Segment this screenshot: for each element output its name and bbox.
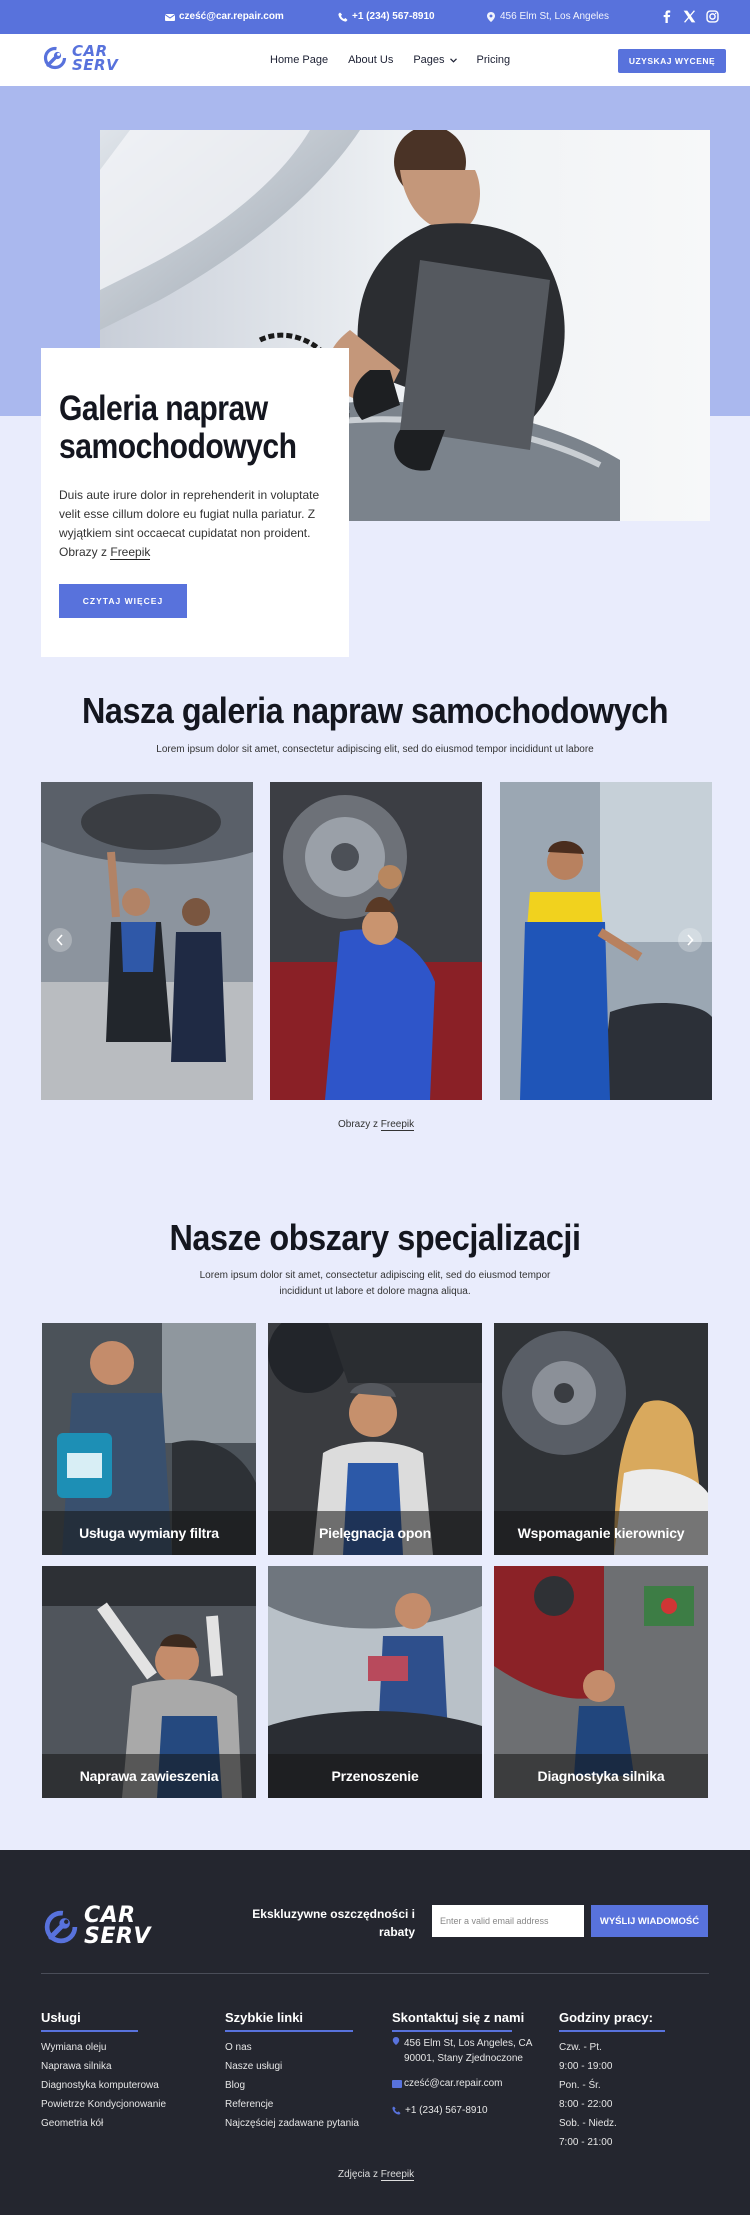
topbar-phone-text: +1 (234) 567-8910 xyxy=(352,11,435,22)
hero-credit-prefix: Obrazy z xyxy=(59,545,108,559)
nav-links xyxy=(270,54,510,66)
services-link[interactable]: Diagnostyka komputerowa xyxy=(41,2080,159,2091)
heading-underline xyxy=(559,2030,665,2032)
x-twitter-icon[interactable] xyxy=(682,9,697,24)
gallery-next-arrow[interactable] xyxy=(678,928,702,952)
services-link[interactable]: Naprawa silnika xyxy=(41,2061,112,2072)
services-link[interactable]: Powietrze Kondycjonowanie xyxy=(41,2099,167,2110)
quick-link[interactable]: Blog xyxy=(225,2080,246,2091)
quick-link[interactable]: Referencje xyxy=(225,2099,274,2110)
services-list xyxy=(41,2038,166,2133)
quick-links-list xyxy=(225,2038,359,2133)
nav-pages-label: Pages xyxy=(413,54,445,66)
specializations-subtitle-line-1: Lorem ipsum dolor sit amet, consectetur adipiscing elit, sed do eiusmod tempor xyxy=(199,1270,551,1281)
quick-link[interactable]: O nas xyxy=(225,2042,252,2053)
contact-email[interactable] xyxy=(392,2074,503,2093)
heading-underline xyxy=(41,2030,138,2032)
chevron-down-icon xyxy=(450,58,457,63)
specializations-title: Nasze obszary specjalizacji xyxy=(169,1217,581,1258)
read-more-button[interactable]: CZYTAJ WIĘCEJ xyxy=(59,584,187,618)
hours-row: Czw. - Pt. xyxy=(559,2042,602,2053)
service-caption: Usługa wymiany filtra xyxy=(42,1511,256,1555)
newsletter-email-input[interactable]: Enter a valid email address xyxy=(432,1905,584,1937)
nav-home[interactable]: Home Page xyxy=(270,54,329,66)
get-quote-button[interactable]: UZYSKAJ WYCENĘ xyxy=(618,49,726,73)
nav-pages[interactable] xyxy=(413,54,456,66)
instagram-icon[interactable] xyxy=(705,9,720,24)
hero-credit-link[interactable]: Freepik xyxy=(110,545,151,559)
footer-divider xyxy=(41,1973,709,1974)
contact-address-line-2: 90001, Stany Zjednoczone xyxy=(404,2053,523,2064)
services-link[interactable]: Geometria kół xyxy=(41,2118,104,2129)
gallery-image[interactable] xyxy=(270,782,482,1100)
hero-card xyxy=(41,348,349,657)
hours-row: Sob. - Niedz. xyxy=(559,2118,617,2129)
footer-logo-text xyxy=(84,1903,151,1949)
nav-pricing[interactable]: Pricing xyxy=(476,54,511,66)
facebook-icon[interactable] xyxy=(659,9,674,24)
contact-address-line-1: 456 Elm St, Los Angeles, CA xyxy=(404,2038,533,2049)
topbar-address-text: 456 Elm St, Los Angeles xyxy=(500,11,609,22)
hero-title: Galeria napraw samochodowych xyxy=(59,389,297,466)
service-tile[interactable] xyxy=(494,1566,708,1798)
topbar-email[interactable] xyxy=(165,11,284,22)
main-navbar xyxy=(0,34,750,86)
footer-logo-line-2: SERV xyxy=(84,1923,151,1949)
gallery-prev-arrow[interactable] xyxy=(48,928,72,952)
service-caption: Diagnostyka silnika xyxy=(494,1754,708,1798)
logo-text xyxy=(72,44,118,73)
service-tile[interactable] xyxy=(42,1566,256,1798)
contact-email-text: cześć@car.repair.com xyxy=(404,2078,503,2089)
service-tile[interactable] xyxy=(268,1566,482,1798)
logo[interactable] xyxy=(42,44,118,73)
topbar-address xyxy=(486,11,609,22)
newsletter-heading-line-1: Ekskluzywne oszczędności i xyxy=(252,1907,415,1921)
gallery-credit-prefix: Obrazy z xyxy=(338,1119,379,1130)
hours-row: 9:00 - 19:00 xyxy=(559,2061,613,2072)
envelope-icon xyxy=(165,12,175,22)
service-tile[interactable] xyxy=(494,1323,708,1555)
send-message-button[interactable]: WYŚLIJ WIADOMOŚĆ xyxy=(591,1905,708,1937)
top-bar xyxy=(0,0,750,34)
service-caption: Naprawa zawieszenia xyxy=(42,1754,256,1798)
logo-line-2: SERV xyxy=(72,56,119,75)
location-pin-icon xyxy=(486,12,496,22)
contact-heading: Skontaktuj się z nami xyxy=(392,2010,525,2025)
chevron-left-icon xyxy=(56,934,64,946)
footer-logo[interactable] xyxy=(42,1903,151,1949)
heading-underline xyxy=(392,2030,512,2032)
chevron-right-icon xyxy=(686,934,694,946)
contact-phone[interactable] xyxy=(392,2101,488,2120)
topbar-email-text: cześć@car.repair.com xyxy=(179,11,284,22)
hours-row: 7:00 - 21:00 xyxy=(559,2137,613,2148)
quick-link[interactable]: Nasze usługi xyxy=(225,2061,283,2072)
footer-credit xyxy=(338,2169,414,2180)
hours-heading: Godziny pracy: xyxy=(559,2010,653,2025)
service-caption: Pielęgnacja opon xyxy=(268,1511,482,1555)
envelope-icon xyxy=(392,2080,402,2088)
service-caption: Przenoszenie xyxy=(268,1754,482,1798)
gallery-subtitle: Lorem ipsum dolor sit amet, consectetur adipiscing elit, sed do eiusmod tempor incididunt ut labore xyxy=(156,744,594,755)
nav-about[interactable]: About Us xyxy=(348,54,394,66)
footer-logo-line-1: CAR xyxy=(84,1903,136,1928)
hours-row: 8:00 - 22:00 xyxy=(559,2099,613,2110)
gallery-credit-link[interactable]: Freepik xyxy=(380,1119,415,1130)
specializations-subtitle-line-2: incididunt ut labore et dolore magna aliqua. xyxy=(279,1286,471,1297)
newsletter-heading xyxy=(235,1905,415,1941)
heading-underline xyxy=(225,2030,353,2032)
hours-list xyxy=(559,2038,617,2152)
phone-icon xyxy=(392,2106,401,2115)
contact-phone-text: +1 (234) 567-8910 xyxy=(405,2105,488,2116)
service-caption: Wspomaganie kierownicy xyxy=(494,1511,708,1555)
hours-row: Pon. - Śr. xyxy=(559,2080,601,2091)
footer xyxy=(0,1850,750,2215)
quick-link[interactable]: Najczęściej zadawane pytania xyxy=(225,2118,359,2129)
hero-text xyxy=(59,486,331,562)
gallery-image[interactable] xyxy=(41,782,253,1100)
quick-links-heading: Szybkie linki xyxy=(225,2010,304,2025)
gallery-title: Nasza galeria napraw samochodowych xyxy=(81,690,669,731)
footer-credit-prefix: Zdjęcia z xyxy=(338,2169,379,2180)
services-heading: Usługi xyxy=(41,2010,81,2025)
wrench-logo-icon xyxy=(42,45,68,71)
services-link[interactable]: Wymiana oleju xyxy=(41,2042,107,2053)
phone-icon xyxy=(338,12,348,22)
hero-description: Duis aute irure dolor in reprehenderit in voluptate velit esse cillum dolore eu fugiat nulla pariatur. Z wyjątkiem sint occaecat cupidatat non proident. xyxy=(59,488,320,540)
newsletter-heading-line-2: rabaty xyxy=(378,1925,415,1939)
service-tile[interactable] xyxy=(42,1323,256,1555)
footer-credit-link[interactable]: Freepik xyxy=(380,2169,415,2180)
wrench-logo-icon xyxy=(42,1908,80,1946)
location-pin-icon xyxy=(392,2036,400,2046)
contact-address xyxy=(392,2036,532,2066)
service-tile[interactable] xyxy=(268,1323,482,1555)
gallery-credit xyxy=(338,1119,414,1130)
logo-line-1: CAR xyxy=(72,42,108,60)
topbar-phone[interactable] xyxy=(338,11,435,22)
specializations-subtitle xyxy=(0,1268,750,1300)
social-links xyxy=(659,9,720,24)
